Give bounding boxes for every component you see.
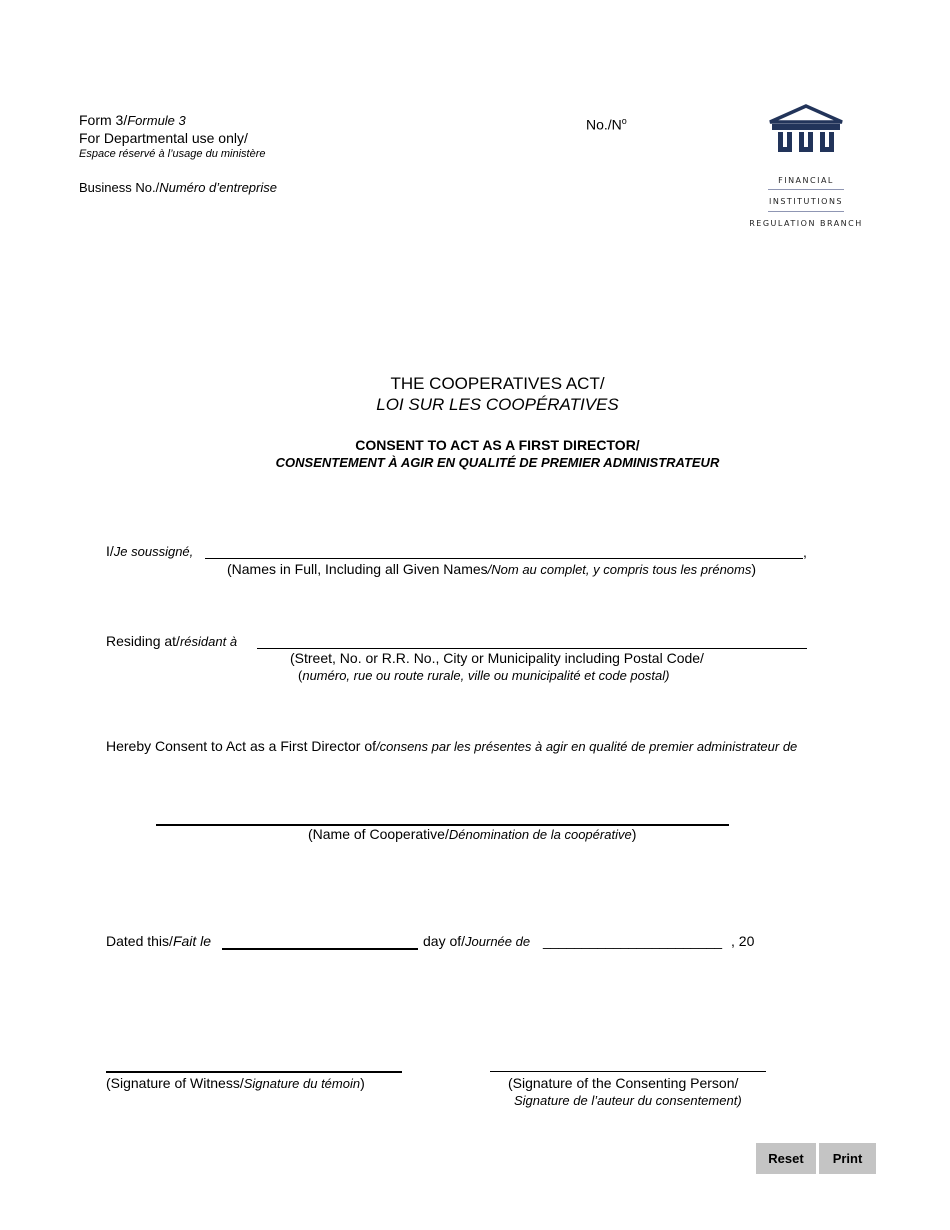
logo-line-institutions: INSTITUTIONS bbox=[768, 197, 843, 206]
witness-signature-line bbox=[106, 1071, 402, 1073]
name-field-hint: (Names in Full, Including all Given Names/Nom au complet, y compris tous les prénoms) bbox=[227, 561, 757, 577]
month-input[interactable] bbox=[543, 928, 731, 946]
form-number: Form 3/Formule 3 bbox=[79, 112, 186, 128]
day-input[interactable] bbox=[222, 930, 418, 950]
document-number-label: $No./N^o$ bbox=[586, 116, 627, 133]
residence-address-input[interactable] bbox=[257, 630, 807, 649]
reset-button[interactable]: Reset bbox=[756, 1143, 816, 1174]
logo-line-financial: FINANCIAL bbox=[778, 176, 834, 185]
dated-this-label: Dated this/Fait le bbox=[106, 933, 212, 949]
print-button[interactable]: Print bbox=[819, 1143, 876, 1174]
witness-signature-hint: (Signature of Witness/Signature du témoin) bbox=[106, 1075, 365, 1091]
act-title-fr: LOI SUR LES COOPÉRATIVES bbox=[376, 395, 619, 414]
residence-field-hint: (Street, No. or R.R. No., City or Municipality including Postal Code/ bbox=[290, 650, 704, 666]
cooperative-name-input[interactable] bbox=[156, 806, 729, 826]
departmental-use-label-fr: Espace réservé à l’usage du ministère bbox=[79, 148, 266, 160]
name-field-label: I/Je soussigné, bbox=[106, 543, 194, 559]
consenting-person-signature-hint-fr: Signature de l’auteur du consentement) bbox=[514, 1093, 742, 1108]
business-number-label: Business No./Numéro d’entreprise bbox=[79, 180, 277, 195]
full-name-input[interactable] bbox=[205, 540, 803, 559]
logo-divider bbox=[768, 189, 844, 190]
consenting-person-signature-hint: (Signature of the Consenting Person/ bbox=[508, 1075, 739, 1091]
fi-regulation-branch-logo bbox=[736, 104, 876, 234]
month-blank-line: _______________________ bbox=[543, 933, 723, 949]
departmental-use-label: For Departmental use only/ bbox=[79, 130, 248, 146]
year-prefix: , 20 bbox=[731, 933, 755, 949]
day-of-label: day of/Journée de bbox=[423, 933, 531, 949]
consent-statement: Hereby Consent to Act as a First Director of/consens par les présentes à agir en qualité de premier administrateur de bbox=[106, 738, 798, 754]
name-trailing-comma: , bbox=[803, 544, 807, 560]
consenting-person-signature-line bbox=[490, 1071, 766, 1072]
cooperative-name-hint: (Name of Cooperative/Dénomination de la coopérative) bbox=[308, 826, 637, 842]
consent-title: CONSENT TO ACT AS A FIRST DIRECTOR/ bbox=[355, 437, 640, 453]
logo-divider bbox=[768, 211, 844, 212]
residence-field-hint-fr: (numéro, rue ou route rurale, ville ou municipalité et code postal) bbox=[298, 668, 670, 683]
building-columns-icon bbox=[736, 104, 876, 164]
logo-line-regulation-branch: REGULATION BRANCH bbox=[749, 219, 863, 228]
consent-title-fr: CONSENTEMENT À AGIR EN QUALITÉ DE PREMIER ADMINISTRATEUR bbox=[275, 455, 720, 470]
act-title: THE COOPERATIVES ACT/ bbox=[390, 374, 605, 393]
residence-field-label: Residing at/résidant à bbox=[106, 633, 238, 649]
